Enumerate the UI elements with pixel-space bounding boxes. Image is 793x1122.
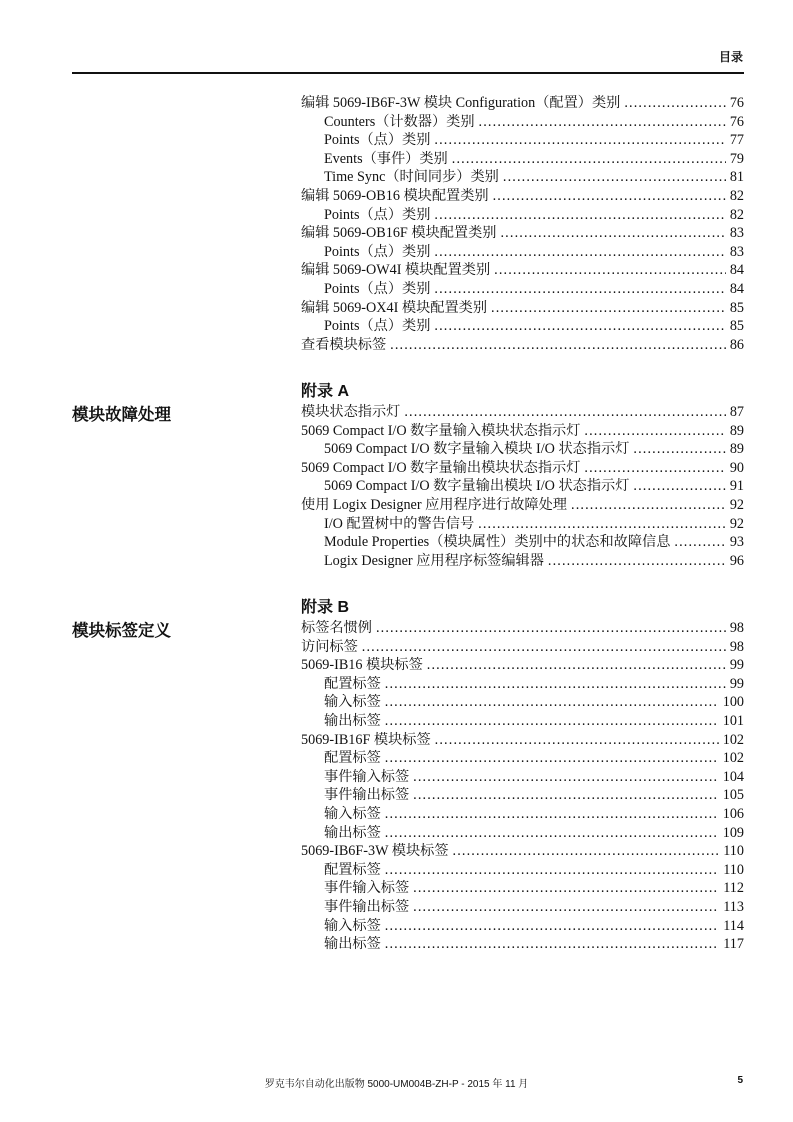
toc-entry-title: 事件输出标签 [324, 898, 410, 915]
toc-entry[interactable] [301, 824, 744, 843]
toc-entry[interactable] [301, 459, 744, 478]
dot-leader [427, 656, 726, 675]
toc-entry-page: 105 [722, 787, 744, 804]
toc-entry[interactable] [301, 336, 744, 355]
toc-entry-page: 104 [722, 768, 744, 785]
toc-entry[interactable] [301, 619, 744, 638]
toc-entry[interactable] [301, 861, 744, 880]
dot-leader [674, 533, 725, 552]
toc-entry-page: 82 [729, 187, 744, 204]
toc-entry-page: 98 [729, 620, 744, 636]
toc-entry-page: 83 [729, 243, 744, 260]
dot-leader [413, 898, 719, 917]
dot-leader [493, 187, 726, 206]
dot-leader [390, 336, 726, 355]
toc-list-top [301, 94, 744, 354]
dot-leader [385, 712, 719, 731]
toc-entry-title: 标签名惯例 [301, 620, 372, 636]
toc-entry-page: 112 [723, 880, 744, 897]
dot-leader [404, 403, 725, 422]
toc-entry-page: 90 [729, 459, 744, 476]
toc-entry-page: 89 [729, 441, 744, 458]
dot-leader [491, 299, 726, 318]
toc-entry-title: 编辑 5069-OW4I 模块配置类别 [301, 262, 491, 279]
dot-leader [494, 261, 726, 280]
toc-entry[interactable] [301, 731, 744, 750]
toc-entry-page: 101 [722, 712, 744, 729]
toc-entry-page: 92 [729, 515, 744, 532]
toc-entry-title: Points（点）类别 [324, 280, 431, 297]
dot-leader [434, 243, 725, 262]
dot-leader [385, 675, 726, 694]
toc-entry[interactable] [301, 656, 744, 675]
toc-entry-title: 输入标签 [324, 917, 381, 934]
toc-entry-title: 5069-IB16 模块标签 [301, 657, 423, 674]
toc-entry[interactable] [301, 786, 744, 805]
toc-entry-page: 102 [722, 750, 744, 767]
toc-entry-title: 模块状态指示灯 [301, 404, 401, 420]
dot-leader [385, 693, 719, 712]
dot-leader [434, 280, 725, 299]
toc-entry-title: 5069 Compact I/O 数字量输出模块状态指示灯 [301, 459, 581, 476]
toc-entry-title: 编辑 5069-OB16 模块配置类别 [301, 187, 489, 204]
dot-leader [413, 879, 719, 898]
toc-entry[interactable] [301, 299, 744, 318]
toc-entry-title: Points（点）类别 [324, 132, 431, 149]
toc-entry-title: 访问标签 [301, 638, 358, 655]
dot-leader [633, 477, 725, 496]
toc-entry-page: 96 [729, 552, 744, 569]
dot-leader [500, 224, 725, 243]
toc-entry-title: 事件输出标签 [324, 787, 410, 804]
dot-leader [385, 805, 719, 824]
toc-entry-title: 配置标签 [324, 861, 381, 878]
toc-entry[interactable] [301, 206, 744, 225]
toc-entry-page: 81 [729, 169, 744, 186]
toc-entry-page: 93 [729, 534, 744, 551]
toc-entry[interactable] [301, 496, 744, 515]
dot-leader [413, 786, 719, 805]
page-number: 5 [737, 1075, 743, 1086]
toc-entry-page: 106 [722, 805, 744, 822]
dot-leader [633, 440, 725, 459]
toc-entry-title: Time Sync（时间同步）类别 [324, 169, 499, 186]
toc-entry[interactable] [301, 712, 744, 731]
toc-entry[interactable] [301, 261, 744, 280]
toc-entry-title: 5069-IB6F-3W 模块标签 [301, 843, 449, 860]
toc-entry-page: 100 [722, 694, 744, 711]
dot-leader [435, 731, 719, 750]
toc-entry[interactable] [301, 879, 744, 898]
toc-entry-title: 输出标签 [324, 936, 381, 953]
toc-entry[interactable] [301, 515, 744, 534]
toc-entry-page: 91 [729, 478, 744, 495]
toc-entry[interactable] [301, 280, 744, 299]
toc-entry-page: 110 [723, 843, 744, 860]
toc-entry-title: 查看模块标签 [301, 336, 387, 353]
toc-entry-title: 编辑 5069-OX4I 模块配置类别 [301, 299, 488, 316]
toc-entry-page: 102 [722, 731, 744, 748]
toc-entry-title: Counters（计数器）类别 [324, 113, 475, 130]
toc-entry[interactable] [301, 749, 744, 768]
toc-entry[interactable] [301, 842, 744, 861]
toc-entry[interactable] [301, 317, 744, 336]
dot-leader [584, 422, 725, 441]
toc-entry[interactable] [301, 94, 744, 113]
toc-entry[interactable] [301, 113, 744, 132]
appendix-a-heading: 附录 A [301, 383, 350, 400]
appendix-b-heading: 附录 B [301, 599, 350, 616]
toc-entry[interactable] [301, 917, 744, 936]
dot-leader [452, 150, 726, 169]
toc-entry-title: Points（点）类别 [324, 318, 431, 335]
dot-leader [453, 842, 720, 861]
toc-entry-title: 输出标签 [324, 712, 381, 729]
toc-entry-page: 89 [729, 422, 744, 439]
toc-entry-page: 113 [723, 898, 744, 915]
dot-leader [479, 113, 726, 132]
toc-entry-title: 5069-IB16F 模块标签 [301, 731, 431, 748]
dot-leader [571, 496, 726, 515]
toc-entry-title: Points（点）类别 [324, 243, 431, 260]
toc-entry[interactable] [301, 131, 744, 150]
toc-list-appendix-b [301, 619, 744, 954]
toc-entry-page: 77 [729, 132, 744, 149]
dot-leader [434, 206, 725, 225]
dot-leader [385, 917, 719, 936]
toc-entry-page: 109 [722, 824, 744, 841]
toc-entry-page: 79 [729, 150, 744, 167]
toc-entry[interactable] [301, 675, 744, 694]
footer-publication: 罗克韦尔自动化出版物 5000-UM004B-ZH-P - 2015 年 11 月 [264, 1079, 529, 1090]
dot-leader [434, 131, 725, 150]
toc-entry-title: 5069 Compact I/O 数字量输入模块 I/O 状态指示灯 [324, 441, 630, 458]
toc-entry[interactable] [301, 898, 744, 917]
toc-entry[interactable] [301, 768, 744, 787]
dot-leader [434, 317, 725, 336]
toc-entry[interactable] [301, 477, 744, 496]
toc-entry[interactable] [301, 168, 744, 187]
section-label-troubleshooting: 模块故障处理 [72, 406, 171, 424]
toc-entry-page: 76 [729, 95, 744, 111]
toc-entry-page: 99 [729, 657, 744, 674]
toc-entry-page: 114 [723, 917, 744, 934]
toc-entry-page: 84 [729, 280, 744, 297]
dot-leader [362, 638, 726, 657]
toc-entry-page: 110 [723, 861, 744, 878]
toc-entry-page: 85 [729, 299, 744, 316]
toc-entry-title: 5069 Compact I/O 数字量输入模块状态指示灯 [301, 422, 581, 439]
dot-leader [478, 515, 726, 534]
toc-entry-title: 输入标签 [324, 694, 381, 711]
toc-entry-page: 86 [729, 336, 744, 353]
toc-entry-title: 配置标签 [324, 675, 381, 692]
toc-entry-title: 输出标签 [324, 824, 381, 841]
toc-entry-page: 85 [729, 318, 744, 335]
dot-leader [503, 168, 726, 187]
toc-entry[interactable] [301, 440, 744, 459]
toc-entry[interactable] [301, 403, 744, 422]
section-label-tag-definitions: 模块标签定义 [72, 622, 171, 640]
toc-entry-page: 92 [729, 496, 744, 513]
toc-entry[interactable] [301, 805, 744, 824]
toc-entry-title: Module Properties（模块属性）类别中的状态和故障信息 [324, 534, 671, 551]
toc-entry[interactable] [301, 533, 744, 552]
dot-leader [376, 619, 726, 638]
header-rule [72, 72, 744, 74]
toc-entry-title: 编辑 5069-IB6F-3W 模块 Configuration（配置）类别 [301, 95, 621, 111]
toc-entry-title: Logix Designer 应用程序标签编辑器 [324, 552, 544, 569]
toc-entry-page: 99 [729, 675, 744, 692]
toc-entry[interactable] [301, 187, 744, 206]
toc-entry-title: 输入标签 [324, 805, 381, 822]
toc-entry-page: 82 [729, 206, 744, 223]
toc-entry-page: 83 [729, 225, 744, 242]
toc-entry[interactable] [301, 422, 744, 441]
dot-leader [385, 861, 719, 880]
toc-entry[interactable] [301, 552, 744, 571]
toc-entry-page: 87 [729, 404, 744, 420]
dot-leader [385, 749, 719, 768]
toc-entry-page: 117 [723, 936, 744, 953]
toc-entry-title: 配置标签 [324, 750, 381, 767]
toc-entry[interactable] [301, 935, 744, 954]
toc-list-appendix-a [301, 403, 744, 570]
toc-entry-title: 5069 Compact I/O 数字量输出模块 I/O 状态指示灯 [324, 478, 630, 495]
toc-entry-title: 事件输入标签 [324, 880, 410, 897]
dot-leader [548, 552, 726, 571]
toc-entry-page: 84 [729, 262, 744, 279]
toc-entry-page: 76 [729, 113, 744, 130]
toc-entry-title: I/O 配置树中的警告信号 [324, 515, 475, 532]
toc-entry[interactable] [301, 224, 744, 243]
toc-entry-title: 编辑 5069-OB16F 模块配置类别 [301, 225, 497, 242]
toc-entry-page: 98 [729, 638, 744, 655]
toc-entry[interactable] [301, 150, 744, 169]
toc-entry-title: 事件输入标签 [324, 768, 410, 785]
toc-entry[interactable] [301, 243, 744, 262]
dot-leader [624, 94, 725, 113]
dot-leader [584, 459, 725, 478]
toc-entry-title: Events（事件）类别 [324, 150, 448, 167]
toc-entry-title: 使用 Logix Designer 应用程序进行故障处理 [301, 496, 567, 513]
toc-entry[interactable] [301, 638, 744, 657]
header-title: 目录 [718, 50, 743, 64]
dot-leader [385, 935, 719, 954]
toc-entry-title: Points（点）类别 [324, 206, 431, 223]
toc-entry[interactable] [301, 693, 744, 712]
dot-leader [385, 824, 719, 843]
dot-leader [413, 768, 719, 787]
